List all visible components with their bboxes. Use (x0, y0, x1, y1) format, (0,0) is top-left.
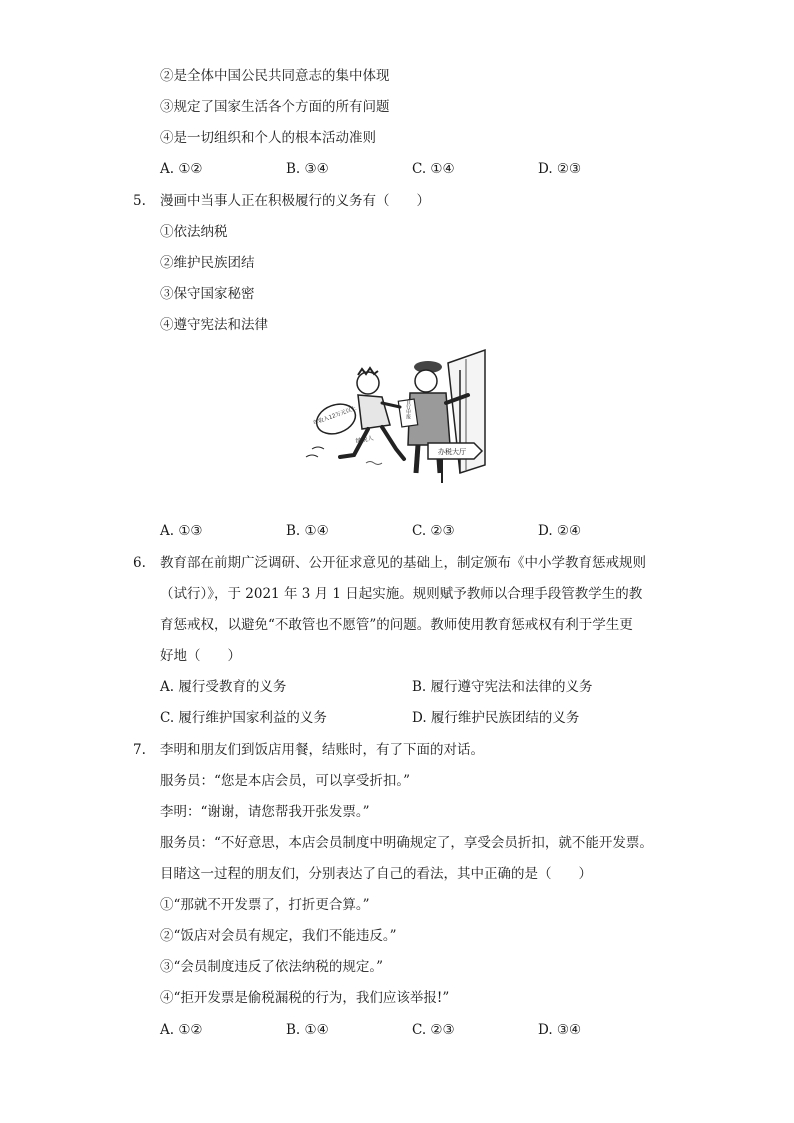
q5-stem: 漫画中当事人正在积极履行的义务有（ ） (160, 193, 430, 209)
taxpayer-body (358, 395, 390, 429)
q4-statement-3: ③规定了国家生活各个方面的所有问题 (160, 99, 390, 115)
q6-option-a: A. 履行受教育的义务 (160, 679, 287, 695)
q7-statement-1: ①“那就不开发票了，打折更合算。” (160, 897, 370, 913)
taxpayer-label: 纳税人 (355, 434, 375, 445)
q6-option-d: D. 履行维护民族团结的义务 (412, 710, 580, 726)
q7-option-d: D. ③④ (538, 1022, 582, 1038)
q4-statement-4: ④是一切组织和个人的根本活动准则 (160, 130, 376, 146)
q5-number: 5. (133, 193, 146, 209)
q5-statement-2: ②维护民族团结 (160, 255, 255, 271)
q6-stem-line-2: （试行）》，于 2021 年 3 月 1 日起实施。规则赋予教师以合理手段管教学生的教 (160, 586, 643, 602)
bag-label: 年收入12万元以上 (312, 405, 358, 427)
q7-stem-line-5: 目睹这一过程的朋友们，分别表达了自己的看法，其中正确的是（ ） (160, 866, 592, 882)
q6-number: 6. (133, 555, 146, 571)
q4-statement-2: ②是全体中国公民共同意志的集中体现 (160, 68, 390, 84)
q5-statement-1: ①依法纳税 (160, 224, 228, 240)
q5-option-a: A. ①③ (160, 523, 203, 539)
q7-option-b: B. ①④ (286, 1022, 329, 1038)
taxpayer-cartoon (300, 345, 492, 485)
q7-statement-3: ③“会员制度违反了依法纳税的规定。” (160, 959, 384, 975)
q7-stem-line-1: 李明和朋友们到饭店用餐，结账时，有了下面的对话。 (160, 742, 484, 758)
q5-option-c: C. ②③ (412, 523, 455, 539)
q7-stem-line-3: 李明：“谢谢，请您帮我开张发票。” (160, 804, 370, 820)
q6-option-c: C. 履行维护国家利益的义务 (160, 710, 327, 726)
tax-hall-sign-text: 办税大厅 (438, 448, 466, 456)
q7-statement-2: ②“饭店对会员有规定，我们不能违反。” (160, 928, 397, 944)
q5-option-b: B. ①④ (286, 523, 329, 539)
taxpayer-head (357, 372, 379, 394)
q4-option-b: B. ③④ (286, 161, 329, 177)
q7-option-c: C. ②③ (412, 1022, 455, 1038)
q7-number: 7. (133, 742, 146, 758)
official-head (415, 370, 437, 392)
q4-option-c: C. ①④ (412, 161, 455, 177)
q6-stem-line-4: 好地（ ） (160, 648, 241, 664)
q5-statement-4: ④遵守宪法和法律 (160, 317, 268, 333)
q7-statement-4: ④“拒开发票是偷税漏税的行为，我们应该举报!” (160, 990, 450, 1006)
q6-stem-line-3: 育惩戒权，以避免“不敢管也不愿管”的问题。教师使用教育惩戒权有利于学生更 (160, 617, 633, 633)
q5-statement-3: ③保守国家秘密 (160, 286, 255, 302)
q7-stem-line-4: 服务员：“不好意思，本店会员制度中明确规定了，享受会员折扣，就不能开发票。 (160, 835, 653, 851)
q7-option-a: A. ①② (160, 1022, 203, 1038)
q4-option-d: D. ②③ (538, 161, 582, 177)
q7-stem-line-2: 服务员：“您是本店会员，可以享受折扣。” (160, 773, 411, 789)
q6-stem-line-1: 教育部在前期广泛调研、公开征求意见的基础上，制定颁布《中小学教育惩戒规则 (160, 555, 646, 571)
q6-option-b: B. 履行遵守宪法和法律的义务 (412, 679, 593, 695)
q4-option-a: A. ①② (160, 161, 203, 177)
paper-label: 自行申报 (405, 399, 411, 419)
q5-option-d: D. ②④ (538, 523, 582, 539)
